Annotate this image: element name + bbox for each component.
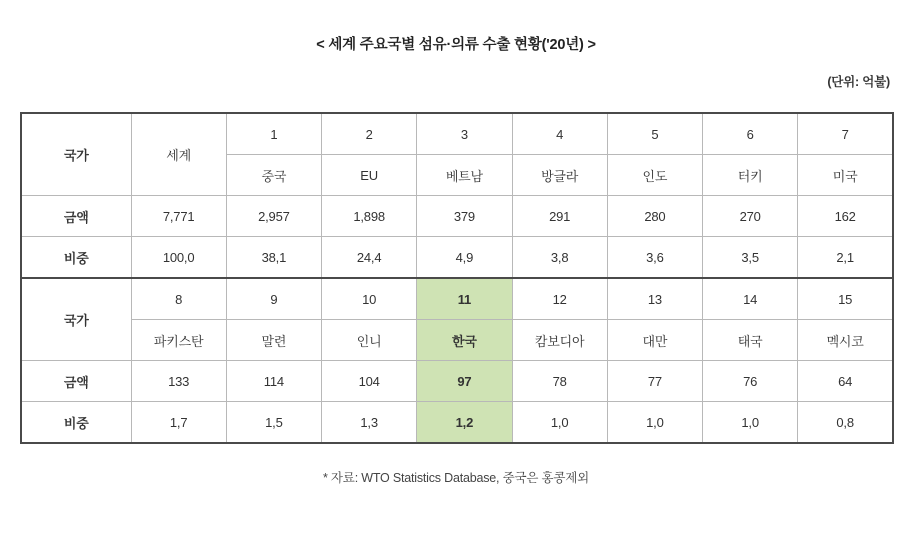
cell-share-10: 1,3 — [322, 402, 417, 444]
cell-rank-7: 7 — [798, 113, 893, 155]
source-note: * 자료: WTO Statistics Database, 중국은 홍콩제외 — [323, 471, 589, 485]
row-header-country-1: 국가 — [21, 113, 131, 196]
cell-share-2: 24,4 — [322, 237, 417, 279]
page-title: < 세계 주요국별 섬유·의류 수출 현황('20년) > — [316, 37, 596, 53]
cell-rank-11: 11 — [417, 278, 512, 320]
row-header-amount-2: 금액 — [21, 361, 131, 402]
table-container — [20, 112, 892, 444]
cell-rank-14: 14 — [703, 278, 798, 320]
cell-rank-1: 1 — [226, 113, 321, 155]
cell-share-6: 3,5 — [703, 237, 798, 279]
cell-amount-7: 162 — [798, 196, 893, 237]
table-row — [21, 196, 893, 237]
cell-country-2: EU — [322, 155, 417, 196]
cell-country-6: 터키 — [703, 155, 798, 196]
cell-rank-5: 5 — [607, 113, 702, 155]
cell-amount-5: 280 — [607, 196, 702, 237]
cell-share-5: 3,6 — [607, 237, 702, 279]
cell-world-share: 100,0 — [131, 237, 226, 279]
cell-country-10: 인니 — [322, 320, 417, 361]
cell-share-11: 1,2 — [417, 402, 512, 444]
cell-share-13: 1,0 — [607, 402, 702, 444]
cell-share-3: 4,9 — [417, 237, 512, 279]
cell-rank-8: 8 — [131, 278, 226, 320]
cell-country-8: 파키스탄 — [131, 320, 226, 361]
table-row — [21, 278, 893, 320]
cell-rank-6: 6 — [703, 113, 798, 155]
cell-rank-2: 2 — [322, 113, 417, 155]
cell-country-11: 한국 — [417, 320, 512, 361]
row-header-country-2: 국가 — [21, 278, 131, 361]
cell-amount-4: 291 — [512, 196, 607, 237]
cell-country-3: 베트남 — [417, 155, 512, 196]
cell-share-12: 1,0 — [512, 402, 607, 444]
cell-rank-12: 12 — [512, 278, 607, 320]
cell-share-9: 1,5 — [226, 402, 321, 444]
cell-rank-10: 10 — [322, 278, 417, 320]
table-row — [21, 237, 893, 279]
unit-note: (단위: 억불) — [827, 75, 890, 89]
cell-rank-13: 13 — [607, 278, 702, 320]
cell-share-15: 0,8 — [798, 402, 893, 444]
cell-rank-4: 4 — [512, 113, 607, 155]
cell-amount-13: 77 — [607, 361, 702, 402]
cell-amount-3: 379 — [417, 196, 512, 237]
cell-amount-2: 1,898 — [322, 196, 417, 237]
cell-country-1: 중국 — [226, 155, 321, 196]
cell-amount-9: 114 — [226, 361, 321, 402]
cell-country-4: 방글라 — [512, 155, 607, 196]
cell-rank-15: 15 — [798, 278, 893, 320]
cell-share-14: 1,0 — [703, 402, 798, 444]
cell-country-5: 인도 — [607, 155, 702, 196]
cell-country-13: 대만 — [607, 320, 702, 361]
cell-amount-10: 104 — [322, 361, 417, 402]
cell-amount-15: 64 — [798, 361, 893, 402]
table-row — [21, 361, 893, 402]
cell-amount-8: 133 — [131, 361, 226, 402]
cell-share-7: 2,1 — [798, 237, 893, 279]
cell-amount-1: 2,957 — [226, 196, 321, 237]
cell-world-label: 세계 — [131, 113, 226, 196]
cell-share-1: 38,1 — [226, 237, 321, 279]
cell-share-4: 3,8 — [512, 237, 607, 279]
cell-amount-6: 270 — [703, 196, 798, 237]
cell-rank-3: 3 — [417, 113, 512, 155]
textile-export-table — [20, 112, 894, 444]
table-row — [21, 113, 893, 155]
cell-amount-14: 76 — [703, 361, 798, 402]
row-header-amount-1: 금액 — [21, 196, 131, 237]
cell-share-8: 1,7 — [131, 402, 226, 444]
row-header-share-1: 비중 — [21, 237, 131, 279]
cell-country-7: 미국 — [798, 155, 893, 196]
cell-country-9: 말련 — [226, 320, 321, 361]
cell-country-12: 캄보디아 — [512, 320, 607, 361]
cell-rank-9: 9 — [226, 278, 321, 320]
cell-amount-11: 97 — [417, 361, 512, 402]
table-row — [21, 320, 893, 361]
row-header-share-2: 비중 — [21, 402, 131, 444]
cell-world-amount: 7,771 — [131, 196, 226, 237]
cell-country-15: 멕시코 — [798, 320, 893, 361]
table-row — [21, 402, 893, 444]
cell-country-14: 태국 — [703, 320, 798, 361]
cell-amount-12: 78 — [512, 361, 607, 402]
